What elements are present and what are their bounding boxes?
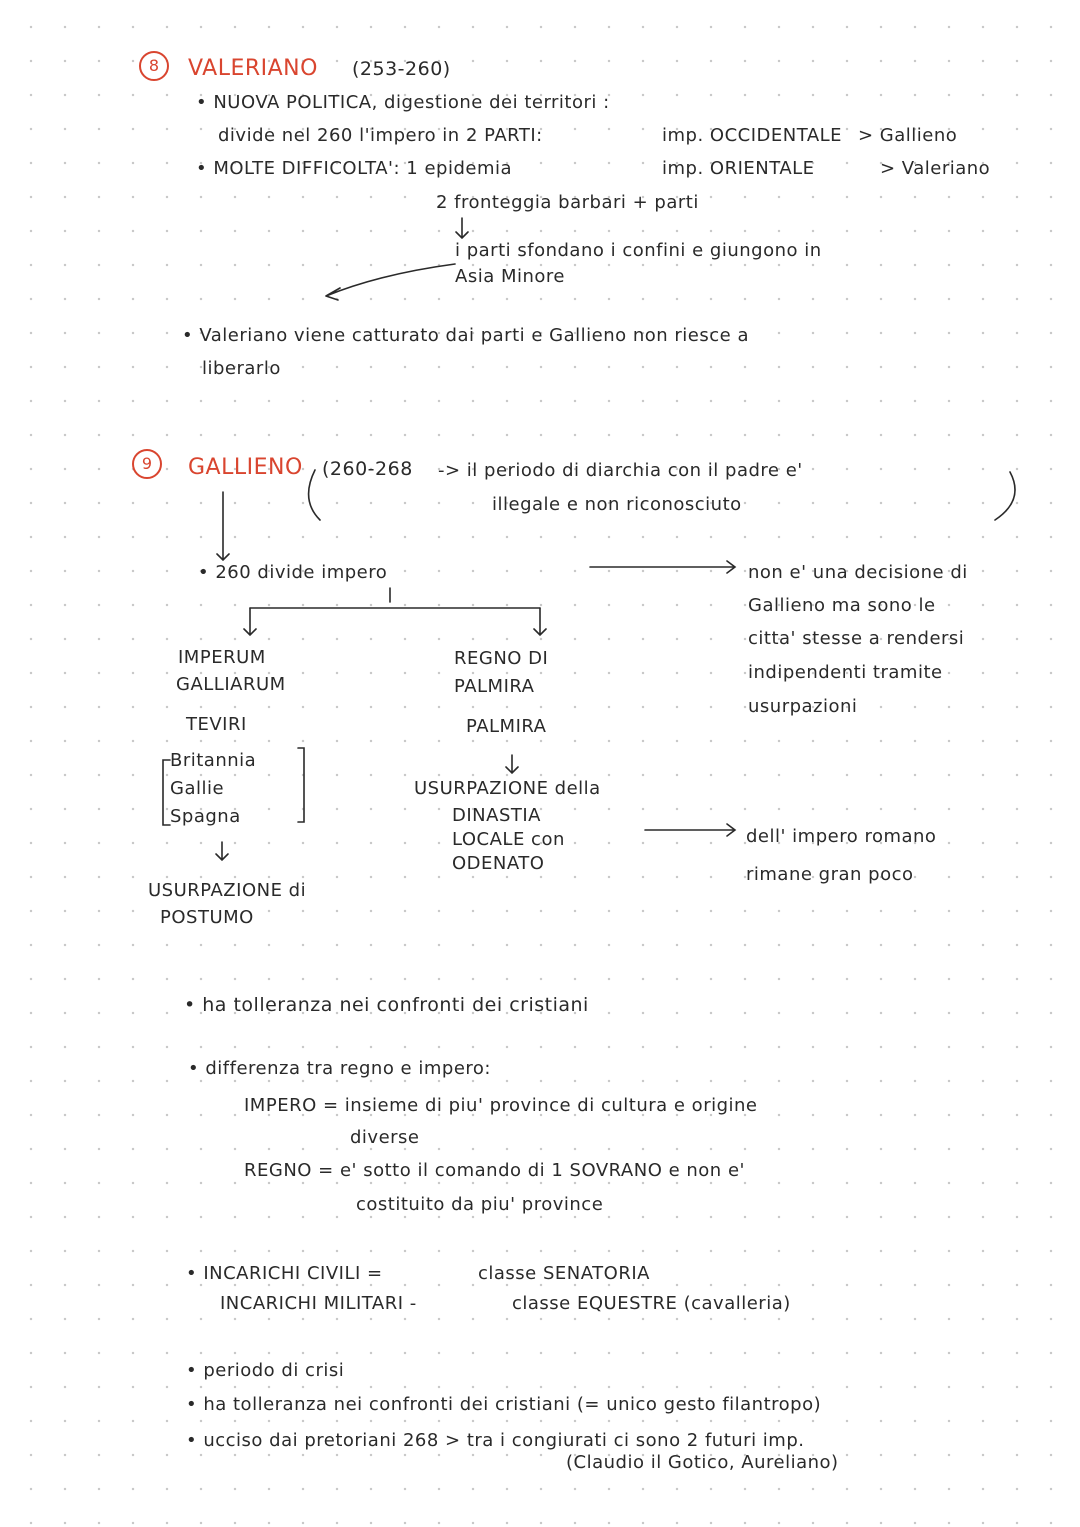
note-line: (Claudio il Gotico, Aureliano) xyxy=(566,1452,839,1473)
usurpazione-dinastia: USURPAZIONE della xyxy=(414,778,601,799)
note-occidentale-arrow: > Gallieno xyxy=(858,125,958,146)
regno-definition: costituito da piu' province xyxy=(356,1194,604,1215)
incarichi-civili-classe: classe SENATORIA xyxy=(478,1263,650,1284)
valeriano-years: (253-260) xyxy=(352,58,451,80)
section-title-valeriano: VALERIANO xyxy=(188,56,318,81)
imperium-province: Britannia xyxy=(170,750,257,771)
note-line: • NUOVA POLITICA, digestione dei territori : xyxy=(196,92,610,113)
regno-label: REGNO DI xyxy=(454,648,549,669)
section-number-8: 8 xyxy=(139,51,169,81)
note-line: • periodo di crisi xyxy=(186,1360,345,1381)
note-line: • Valeriano viene catturato dai parti e Gallieno non riesce a xyxy=(182,325,749,346)
regno-label: PALMIRA xyxy=(454,676,535,697)
note-line: • ha tolleranza nei confronti dei cristiani (= unico gesto filantropo) xyxy=(186,1394,822,1415)
note-line: • ha tolleranza nei confronti dei cristiani xyxy=(184,994,589,1016)
imperium-province: Gallie xyxy=(170,778,225,799)
note-line: liberarlo xyxy=(202,358,281,379)
gallieno-years: (260-268 xyxy=(322,458,413,480)
imperium-province: Spagna xyxy=(170,806,241,827)
note-line: 2 fronteggia barbari + parti xyxy=(436,192,699,213)
usurpazione-dinastia: ODENATO xyxy=(452,853,545,874)
incarichi-militari: INCARICHI MILITARI - xyxy=(220,1293,417,1314)
note-orientale: imp. ORIENTALE xyxy=(662,158,815,179)
divide-impero: • 260 divide impero xyxy=(198,562,388,583)
imperium-label: IMPERUM xyxy=(178,647,266,668)
right-note: Gallieno ma sono le xyxy=(748,595,936,616)
usurpazione-postumo: POSTUMO xyxy=(160,907,254,928)
right-bottom-note: dell' impero romano xyxy=(746,826,937,847)
note-occidentale: imp. OCCIDENTALE xyxy=(662,125,843,146)
incarichi-civili: • INCARICHI CIVILI = xyxy=(186,1263,383,1284)
note-orientale-arrow: > Valeriano xyxy=(880,158,991,179)
right-note: usurpazioni xyxy=(748,696,858,717)
imperium-label: GALLIARUM xyxy=(176,674,286,695)
right-note: citta' stesse a rendersi xyxy=(748,628,965,649)
section-number-9: 9 xyxy=(132,449,162,479)
imperium-capital: TEVIRI xyxy=(186,714,247,735)
note-line: • MOLTE DIFFICOLTA': 1 epidemia xyxy=(196,158,513,179)
right-bottom-note: rimane gran poco xyxy=(746,864,914,885)
note-line: • ucciso dai pretoriani 268 > tra i congiurati ci sono 2 futuri imp. xyxy=(186,1430,805,1451)
regno-capital: PALMIRA xyxy=(466,716,547,737)
impero-definition: IMPERO = insieme di piu' province di cultura e origine xyxy=(244,1095,758,1116)
regno-definition: REGNO = e' sotto il comando di 1 SOVRANO e non e' xyxy=(244,1160,745,1181)
note-line: • differenza tra regno e impero: xyxy=(188,1058,491,1079)
section-title-gallieno: GALLIENO xyxy=(188,455,303,480)
note-line: Asia Minore xyxy=(455,266,565,287)
impero-definition: diverse xyxy=(350,1127,420,1148)
right-note: non e' una decisione di xyxy=(748,562,968,583)
right-note: indipendenti tramite xyxy=(748,662,943,683)
usurpazione-dinastia: LOCALE con xyxy=(452,829,565,850)
gallieno-note: -> il periodo di diarchia con il padre e' xyxy=(438,460,803,481)
gallieno-note: illegale e non riconosciuto xyxy=(492,494,742,515)
usurpazione-dinastia: DINASTIA xyxy=(452,805,541,826)
incarichi-militari-classe: classe EQUESTRE (cavalleria) xyxy=(512,1293,791,1314)
note-line: divide nel 260 l'impero in 2 PARTI: xyxy=(218,125,543,146)
usurpazione-postumo: USURPAZIONE di xyxy=(148,880,307,901)
note-line: i parti sfondano i confini e giungono in xyxy=(455,240,822,261)
